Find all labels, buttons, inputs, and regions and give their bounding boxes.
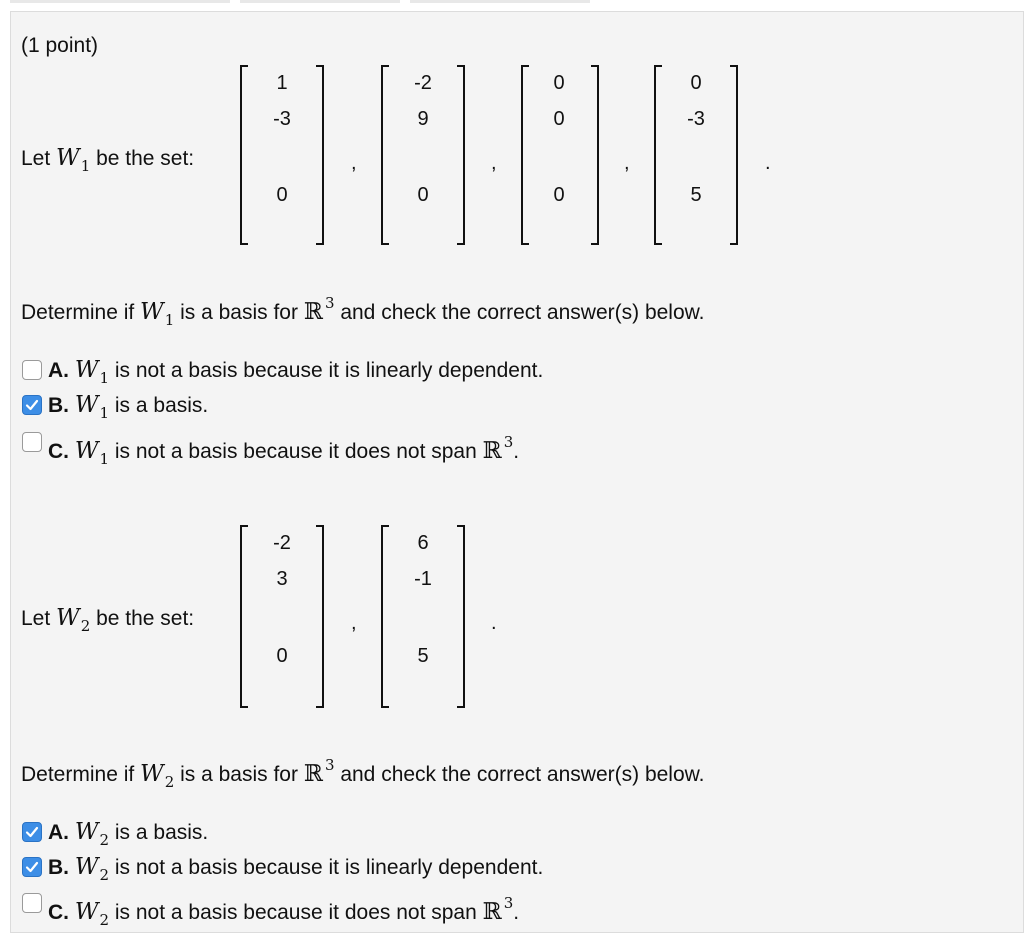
w1-option-a-checkbox[interactable] xyxy=(22,360,42,380)
period: . xyxy=(765,152,771,174)
top-tab-strip xyxy=(10,0,230,3)
w2-option-a-checkbox[interactable] xyxy=(22,822,42,842)
checkmark-icon xyxy=(25,398,39,412)
comma: , xyxy=(491,152,497,174)
points-label: (1 point) xyxy=(21,34,99,57)
comma: , xyxy=(351,612,357,634)
top-tab-strip xyxy=(410,0,590,3)
w1-option-a-label[interactable]: A. $W_1$ is not a basis because it is linearly dependent. xyxy=(48,357,544,387)
checkmark-icon xyxy=(25,825,39,839)
comma: , xyxy=(351,152,357,174)
w1-option-c-checkbox[interactable] xyxy=(22,432,42,452)
checkmark-icon xyxy=(25,860,39,874)
w1-set-label: Let $W_1$ be the set: xyxy=(21,145,195,175)
w2-question: Determine if $W_2$ is a basis for ℝ $^3$ and check the correct answer(s) below. xyxy=(21,756,705,791)
w2-option-c-checkbox[interactable] xyxy=(22,893,42,913)
w2-option-b-checkbox[interactable] xyxy=(22,857,42,877)
w1-option-c-label[interactable]: C. $W_1$ is not a basis because it does not span ℝ $^3$. xyxy=(48,433,520,468)
w1-question: Determine if $W_1$ is a basis for ℝ $^3$ and check the correct answer(s) below. xyxy=(21,294,705,329)
problem-panel: (1 point) Let $W_1$ be the set: 1 -3 0 , -2 9 0 , 0 0 0 , 0 -3 5 . Determine if $W_1$ is a basis for ℝ $^3$ and check the correct answer(s) below. A. $W_1$ is not a basis because it is linearly dependent. B. $W_1$ is a basis. C. $W_1$ is not a basis because it does not span ℝ $^3$. Let $W_2$ be the set: -2 3 0 , 6 -1 5 . Determine if $W_2$ is a basis for ℝ $^3$ and check the correct answer(s) below. A. $W_2$ is a basis. B. $W_2$ is not a basis because it is linearly dependent. C. $W_2$ is not a basis because it does not span ℝ $^3$. xyxy=(10,11,1024,933)
w2-option-a-label[interactable]: A. $W_2$ is a basis. xyxy=(48,819,209,849)
w2-option-b-label[interactable]: B. $W_2$ is not a basis because it is linearly dependent. xyxy=(48,854,544,884)
w2-set-label: Let $W_2$ be the set: xyxy=(21,605,195,635)
w1-option-b-checkbox[interactable] xyxy=(22,395,42,415)
comma: , xyxy=(624,152,630,174)
w2-option-c-label[interactable]: C. $W_2$ is not a basis because it does not span ℝ $^3$. xyxy=(48,894,520,929)
period: . xyxy=(491,612,497,634)
w1-option-b-label[interactable]: B. $W_1$ is a basis. xyxy=(48,392,209,422)
top-tab-strip xyxy=(240,0,400,3)
